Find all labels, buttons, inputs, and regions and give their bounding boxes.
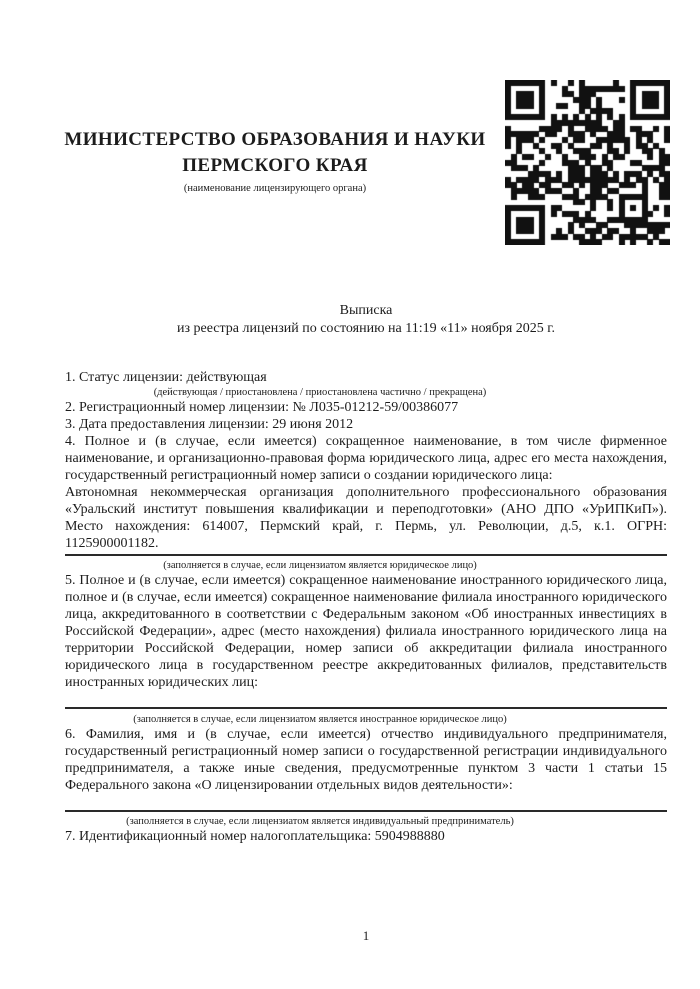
qr-code bbox=[505, 80, 670, 245]
document-title: Выписка bbox=[339, 303, 393, 318]
document-body bbox=[65, 369, 667, 845]
ministry-name-line-2: ПЕРМСКОГО КРАЯ bbox=[182, 155, 368, 176]
item-7-taxpayer-number: 7. Идентификационный номер налогоплательщика: 5904988880 bbox=[65, 829, 445, 844]
form-caption-foreign-entity: (заполняется в случае, если лицензиатом является иностранное юридическое лицо) bbox=[133, 714, 507, 725]
item-2-registration-number: 2. Регистрационный номер лицензии: № Л035-01212-59/00386077 bbox=[65, 400, 459, 415]
document-subtitle: из реестра лицензий по состоянию на 11:19 «11» ноября 2025 г. bbox=[177, 321, 555, 336]
ministry-caption: (наименование лицензирующего органа) bbox=[183, 183, 367, 194]
page-number: 1 bbox=[362, 928, 370, 943]
answer-underline-foreign-entity bbox=[65, 707, 667, 709]
answer-underline-legal-entity bbox=[65, 554, 667, 556]
qr-code-canvas bbox=[505, 80, 670, 245]
item-3-license-date: 3. Дата предоставления лицензии: 29 июня 2012 bbox=[65, 417, 354, 432]
item-6-individual-entrepreneur: 6. Фамилия, имя и (в случае, если имеется) отчество индивидуального предпринимателя, государственный регистрационный номер записи о государственной регистрации индивидуального предпринимателя, а также иные сведения, предусмотренные пунктом 3 части 1 статьи 15 Федерального закона «О лицензировании отдельных видов деятельности»: bbox=[65, 727, 667, 793]
ministry-header bbox=[40, 127, 510, 195]
item-1-license-status: 1. Статус лицензии: действующая bbox=[65, 370, 267, 385]
form-caption-entrepreneur: (заполняется в случае, если лицензиатом является индивидуальный предприниматель) bbox=[126, 816, 514, 827]
form-caption-status-options: (действующая / приостановлена / приостановлена частично / прекращена) bbox=[153, 387, 487, 398]
item-4-legal-entity bbox=[65, 433, 667, 552]
item-4-answer: Автономная некоммерческая организация дополнительного профессионального образования «Уральский институт повышения квалификации и переподготовки» (АНО ДПО «УрИПКиП»). Место нахождения: 614007, Пермский край, г. Пермь, ул. Революции, д.5, к.1. ОГРН: 1125900001182. bbox=[65, 485, 667, 551]
ministry-name-line-1: МИНИСТЕРСТВО ОБРАЗОВАНИЯ И НАУКИ bbox=[64, 129, 486, 150]
item-4-question: 4. Полное и (в случае, если имеется) сокращенное наименование, в том числе фирменное наименование, и организационно-правовая форма юридического лица, адрес его места нахождения, государственный регистрационный номер записи о создании юридического лица: bbox=[65, 434, 667, 483]
item-5-foreign-entity: 5. Полное и (в случае, если имеется) сокращенное наименование иностранного юридического лица, полное и (в случае, если имеется) сокращенное наименование филиала иностранного юридического лица, аккредитованного в соответствии с Федеральным законом «Об иностранных инвестициях в Российской Федерации», адрес (место нахождения) филиала иностранного юридического лица на территории Российской Федерации, номер записи об аккредитации филиала иностранного юридического лица в государственном реестре аккредитованных филиалов, представительств иностранных юридических лиц: bbox=[65, 573, 667, 690]
form-caption-legal-entity: (заполняется в случае, если лицензиатом является юридическое лицо) bbox=[163, 560, 477, 571]
answer-underline-entrepreneur bbox=[65, 810, 667, 812]
document-title-block bbox=[65, 302, 667, 338]
